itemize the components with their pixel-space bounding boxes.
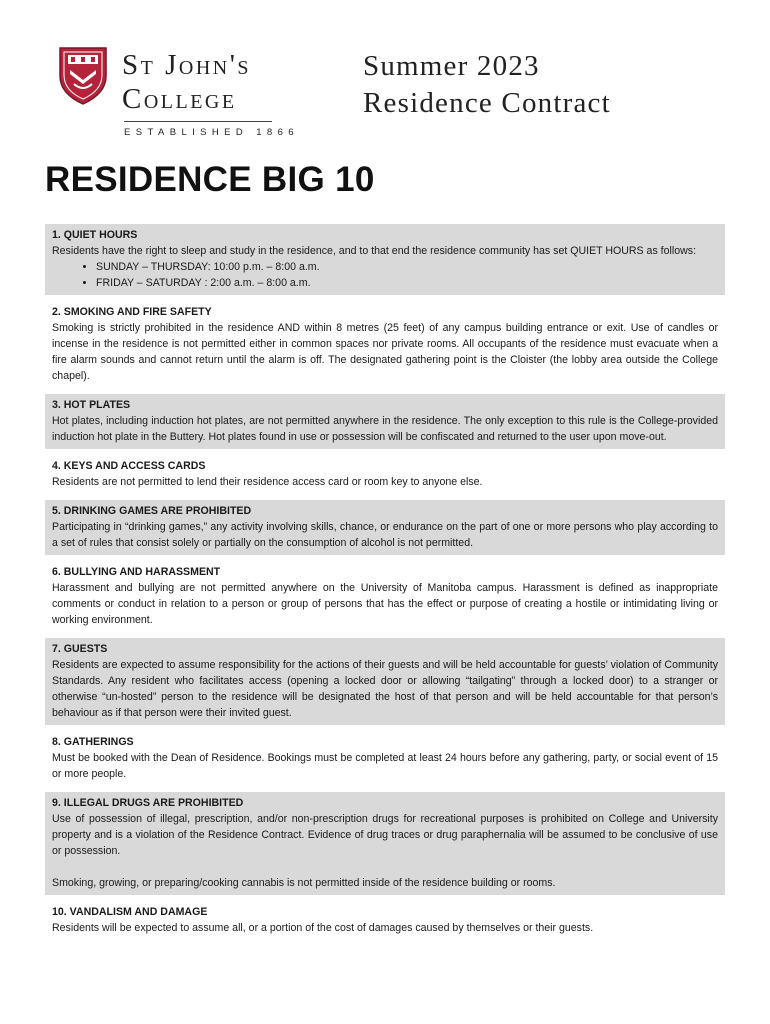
contract-title-line1: Summer 2023	[363, 50, 540, 82]
rule-section-bullying-harassment	[45, 561, 725, 632]
rule-section-guests	[45, 638, 725, 725]
rule-section-smoking-fire-safety	[45, 301, 725, 388]
rule-text: Residents are expected to assume responsibility for the actions of their guests and will be held accountable for guests’ violation of Community Standards. Any resident who facilitates access (opening a locked door or allowing “tailgating” through a locked door) to a stranger or otherwise “un-hosted” person to the residence will be designated the host of that person and will be held accountable for that person’s behaviour as if that person were their invited guest.	[52, 659, 718, 719]
college-crest-icon	[58, 46, 108, 106]
rule-heading: 3. HOT PLATES	[52, 399, 131, 411]
college-name	[122, 48, 251, 116]
rule-heading: 9. ILLEGAL DRUGS ARE PROHIBITED	[52, 797, 244, 809]
list-item: • FRIDAY – SATURDAY : 2:00 a.m. – 8:00 a.m.	[96, 275, 718, 291]
rule-heading: 5. DRINKING GAMES ARE PROHIBITED	[52, 505, 252, 517]
page-title: RESIDENCE BIG 10	[45, 160, 375, 199]
rule-text: Residents are not permitted to lend their residence access card or room key to anyone else.	[52, 476, 483, 488]
rule-section-gatherings	[45, 731, 725, 786]
contract-title	[363, 48, 611, 122]
rule-section-drinking-games	[45, 500, 725, 555]
college-name-line1: St John's	[122, 49, 252, 81]
rule-heading: 6. BULLYING AND HARASSMENT	[52, 566, 221, 578]
rule-section-hot-plates	[45, 394, 725, 449]
college-name-line2: College	[122, 83, 237, 115]
contract-title-line2: Residence Contract	[363, 87, 611, 119]
list-item: • SUNDAY – THURSDAY: 10:00 p.m. – 8:00 a.m.	[96, 259, 718, 275]
rule-heading: 10. VANDALISM AND DAMAGE	[52, 906, 208, 918]
rules-list	[45, 224, 725, 946]
rule-heading: 1. QUIET HOURS	[52, 229, 138, 241]
rule-heading: 2. SMOKING AND FIRE SAFETY	[52, 306, 212, 318]
rule-heading: 7. GUESTS	[52, 643, 108, 655]
rule-section-keys-access-cards	[45, 455, 725, 494]
header-divider	[124, 121, 272, 122]
rule-text: Use of possession of illegal, prescription, and/or non-prescription drugs for recreational purposes is prohibited on College and University property and is a violation of the Residence Contract. Evidence of drug traces or drug paraphernalia will be assumed to be conclusive of use or possession.	[52, 813, 718, 857]
rule-text: Residents will be expected to assume all, or a portion of the cost of damages caused by themselves or their guests.	[52, 922, 594, 934]
rule-section-illegal-drugs	[45, 792, 725, 895]
rule-section-quiet-hours	[45, 224, 725, 295]
quiet-hours-list	[52, 259, 718, 291]
rule-heading: 4. KEYS AND ACCESS CARDS	[52, 460, 206, 472]
rule-text: Must be booked with the Dean of Residence. Bookings must be completed at least 24 hours before any gathering, party, or social event of 15 or more people.	[52, 752, 718, 780]
rule-text: Harassment and bullying are not permitted anywhere on the University of Manitoba campus. Harassment is defined as inappropriate comments or conduct in relation to a person or group of persons that has the effect or purpose of creating a hostile or intimidating living or working environment.	[52, 582, 718, 626]
rule-text: Hot plates, including induction hot plates, are not permitted anywhere in the residence. The only exception to this rule is the College-provided induction hot plate in the Buttery. Hot plates found in use or possession will be confiscated and returned to the user upon move-out.	[52, 415, 718, 443]
rule-heading: 8. GATHERINGS	[52, 736, 134, 748]
established-tagline: ESTABLISHED 1866	[124, 127, 299, 138]
rule-text-cannabis: Smoking, growing, or preparing/cooking cannabis is not permitted inside of the residence building or rooms.	[52, 877, 556, 889]
rule-text: Participating in “drinking games,” any activity involving skills, chance, or endurance on the part of one or more persons who play according to a set of rules that consist solely or partially on the consumption of alcohol is not permitted.	[52, 521, 718, 549]
rule-text: Residents have the right to sleep and study in the residence, and to that end the residence community has set QUIET HOURS as follows:	[52, 245, 697, 257]
rule-section-vandalism-damage	[45, 901, 725, 940]
rule-text: Smoking is strictly prohibited in the residence AND within 8 metres (25 feet) of any campus building entrance or exit. Use of candles or incense in the residence is not permitted either in common spaces nor private rooms. All occupants of the residence must evacuate when a fire alarm sounds and cannot return until the alarm is off. The designated gathering point is the Cloister (the lobby area outside the College chapel).	[52, 322, 718, 382]
